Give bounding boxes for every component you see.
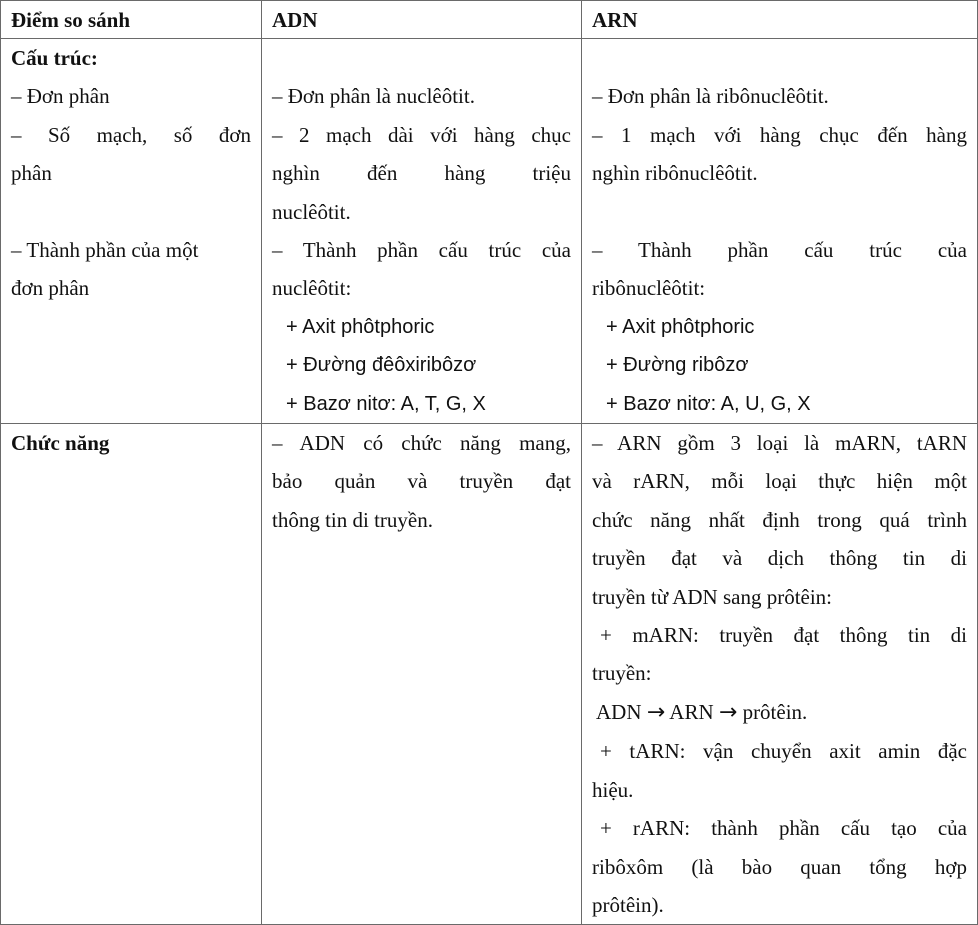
label-unit: – Đơn phân: [11, 84, 110, 109]
adn-function-line: thông tin di truyền.: [272, 507, 433, 532]
adn-base: + Bazơ nitơ: A, T, G, X: [286, 392, 486, 415]
arn-function-line: truyền đạt và dịch thông tin di: [592, 546, 967, 571]
arrow-right-icon: →: [718, 699, 738, 725]
header-arn: ARN: [582, 1, 978, 39]
arn-function-line: + rARN: thành phần cấu tạo của: [600, 816, 967, 841]
adn-composition: – Thành phần cấu trúc của: [272, 238, 571, 263]
flow-protein: prôtêin.: [742, 699, 808, 724]
arn-composition-cont: ribônuclêôtit:: [592, 276, 706, 301]
flow-arn: ARN: [669, 699, 714, 724]
structure-row: [1, 39, 978, 424]
structure-arn-cell: [582, 39, 978, 424]
spacer: [11, 193, 251, 231]
adn-acid: + Axit phôtphoric: [286, 315, 435, 338]
arn-function-line: truyền từ ADN sang prôtêin:: [592, 584, 833, 609]
arrow-right-icon: →: [646, 699, 666, 725]
function-adn-cell: [262, 424, 582, 925]
arn-base: + Bazơ nitơ: A, U, G, X: [606, 392, 811, 415]
adn-strands-cont: nghìn đến hàng triệu: [272, 161, 571, 186]
function-arn-cell: [582, 424, 978, 925]
arn-function-line: và rARN, mỗi loại thực hiện một: [592, 469, 967, 494]
arn-strands-cont: nghìn ribônuclêôtit.: [592, 161, 758, 186]
adn-function-line: bảo quản và truyền đạt: [272, 469, 571, 494]
adn-function-line: – ADN có chức năng mang,: [272, 431, 571, 456]
arn-function-line: hiệu.: [592, 777, 634, 802]
arn-function-line: ribôxôm (là bào quan tổng hợp: [592, 854, 967, 879]
label-strands-cont: phân: [11, 161, 52, 186]
spacer: [272, 39, 571, 77]
header-row: [1, 1, 978, 39]
flow-adn: ADN: [596, 699, 642, 724]
translation-flow: [592, 693, 967, 732]
arn-function-line: chức năng nhất định trong quá trình: [592, 507, 967, 532]
arn-composition: – Thành phần cấu trúc của: [592, 238, 967, 262]
spacer: [592, 193, 967, 231]
label-strands: – Số mạch, số đơn: [11, 122, 251, 147]
arn-function-line: truyền:: [592, 661, 652, 686]
arn-function-line: prôtêin).: [592, 892, 664, 917]
header-comparison-point: Điểm so sánh: [1, 1, 262, 39]
function-row: [1, 424, 978, 925]
arn-function-line: + tARN: vận chuyển axit amin đặc: [600, 739, 967, 764]
arn-function-line: – ARN gồm 3 loại là mARN, tARN: [592, 431, 967, 456]
function-title: Chức năng: [11, 431, 110, 456]
arn-unit: – Đơn phân là ribônuclêôtit.: [592, 84, 829, 109]
function-label-cell: [1, 424, 262, 925]
arn-strands: – 1 mạch với hàng chục đến hàng: [592, 122, 967, 147]
adn-unit: – Đơn phân là nuclêôtit.: [272, 84, 475, 109]
header-adn: ADN: [262, 1, 582, 39]
adn-sugar: + Đường đêôxiribôzơ: [286, 354, 477, 377]
arn-acid: + Axit phôtphoric: [606, 315, 755, 338]
arn-sugar: + Đường ribôzơ: [606, 354, 749, 377]
adn-composition-cont: nuclêôtit:: [272, 276, 352, 301]
adn-strands: – 2 mạch dài với hàng chục: [272, 122, 571, 147]
label-composition-cont: đơn phân: [11, 276, 90, 301]
structure-adn-cell: [262, 39, 582, 424]
structure-title: Cấu trúc:: [11, 46, 98, 70]
spacer: [592, 39, 967, 77]
label-composition: – Thành phần của một: [11, 238, 199, 263]
structure-label-cell: [1, 39, 262, 424]
adn-strands-end: nuclêôtit.: [272, 199, 351, 224]
arn-function-line: + mARN: truyền đạt thông tin di: [600, 623, 967, 648]
